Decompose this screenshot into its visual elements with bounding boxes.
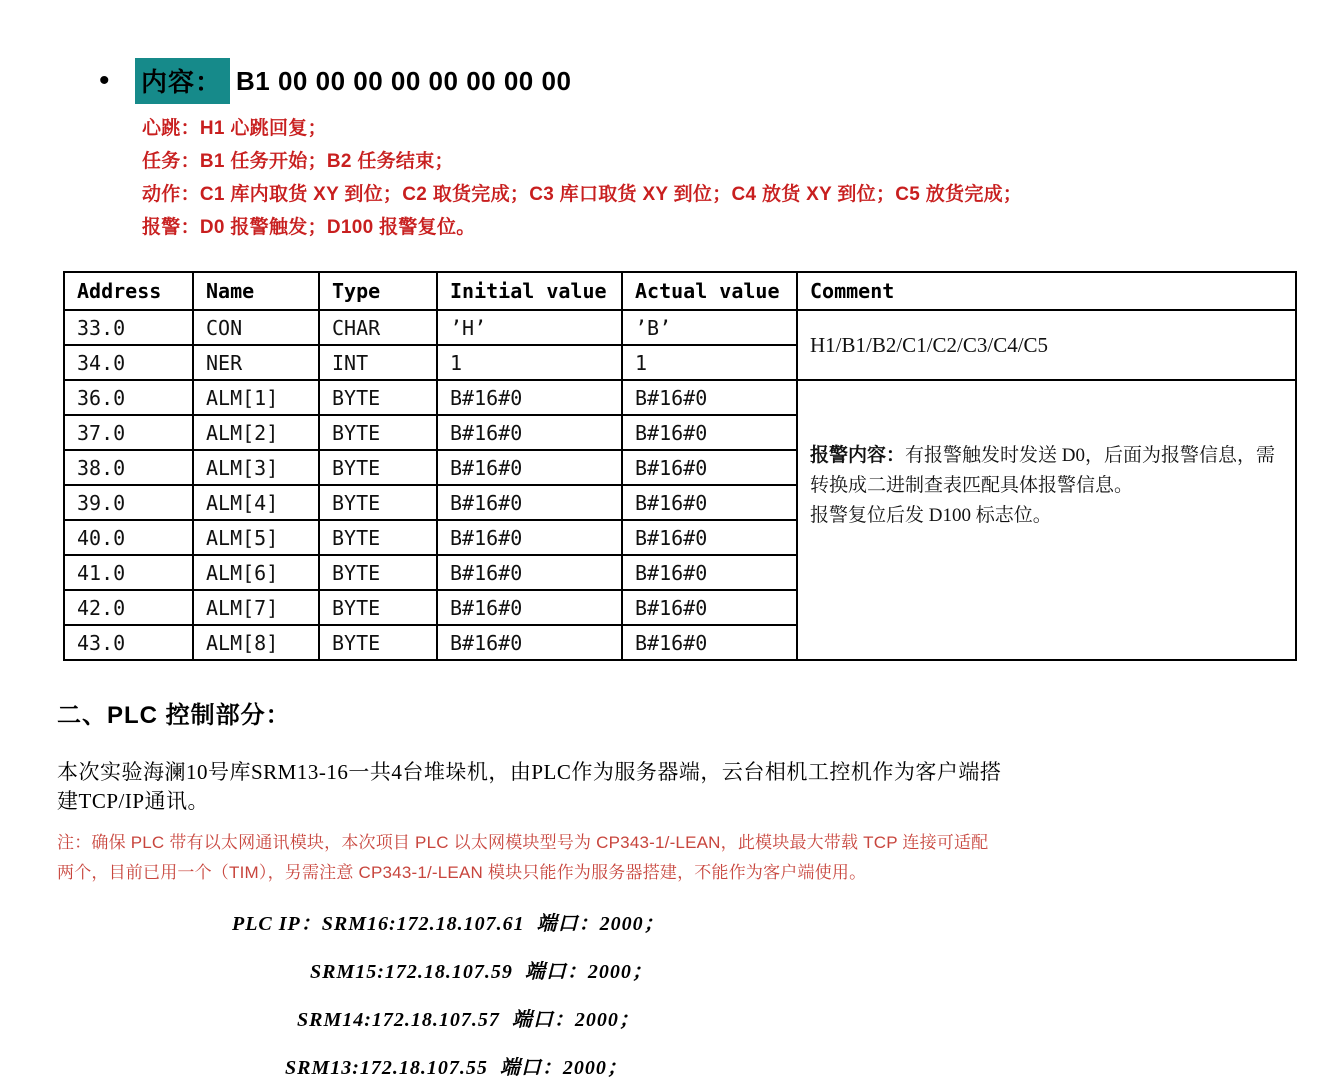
col-header-address: Address	[64, 272, 193, 310]
note-paragraph	[57, 828, 1304, 888]
cell-name: ALM[2]	[193, 415, 319, 450]
table-row	[64, 380, 1296, 415]
body-paragraph	[57, 758, 1304, 816]
cell-address: 33.0	[64, 310, 193, 345]
plc-ip-srm15: SRM15:172.18.107.59 端口：2000；	[310, 961, 653, 983]
comment-cell-con-ner: H1/B1/B2/C1/C2/C3/C4/C5	[797, 310, 1296, 380]
body-line: 本次实验海澜10号库SRM13-16一共4台堆垛机，由PLC作为服务器端，云台相机工控机作为客户端搭	[57, 760, 1002, 784]
cell-actual-value: B#16#0	[622, 520, 797, 555]
cell-initial-value: B#16#0	[437, 450, 622, 485]
comment-cell-alarm	[797, 380, 1296, 660]
cell-type: INT	[319, 345, 437, 380]
col-header-comment: Comment	[797, 272, 1296, 310]
cell-initial-value: B#16#0	[437, 590, 622, 625]
cell-actual-value: B#16#0	[622, 485, 797, 520]
action-line: 动作：C1 库内取货 XY 到位；C2 取货完成；C3 库口取货 XY 到位；C4 放货 XY 到位；C5 放货完成；	[142, 184, 1023, 205]
cell-name: CON	[193, 310, 319, 345]
plc-variable-table	[63, 271, 1297, 661]
cell-address: 38.0	[64, 450, 193, 485]
task-line: 任务：B1 任务开始；B2 任务结束；	[142, 151, 454, 172]
table-header-row	[64, 272, 1296, 310]
table-row	[64, 310, 1296, 345]
heartbeat-line: 心跳：H1 心跳回复；	[142, 118, 327, 139]
cell-initial-value: 1	[437, 345, 622, 380]
cell-initial-value: B#16#0	[437, 415, 622, 450]
cell-name: NER	[193, 345, 319, 380]
cell-name: ALM[7]	[193, 590, 319, 625]
bullet-icon: •	[99, 64, 110, 97]
cell-name: ALM[5]	[193, 520, 319, 555]
alarm-comment-lead: 报警内容：	[810, 445, 906, 466]
cell-initial-value: B#16#0	[437, 380, 622, 415]
cell-actual-value: 1	[622, 345, 797, 380]
cell-actual-value: B#16#0	[622, 380, 797, 415]
cell-actual-value: ’B’	[622, 310, 797, 345]
cell-address: 37.0	[64, 415, 193, 450]
col-header-actual-value: Actual value	[622, 272, 797, 310]
col-header-initial-value: Initial value	[437, 272, 622, 310]
plc-ip-list	[57, 914, 1304, 1079]
alarm-line: 报警：D0 报警触发；D100 报警复位。	[142, 217, 476, 238]
cell-type: BYTE	[319, 555, 437, 590]
cell-initial-value: B#16#0	[437, 555, 622, 590]
content-bullet-line	[97, 58, 1304, 104]
cell-actual-value: B#16#0	[622, 555, 797, 590]
protocol-detail-block	[142, 112, 1304, 244]
cell-name: ALM[1]	[193, 380, 319, 415]
cell-name: ALM[3]	[193, 450, 319, 485]
content-hex-value: B1 00 00 00 00 00 00 00 00	[236, 65, 572, 96]
cell-actual-value: B#16#0	[622, 415, 797, 450]
content-highlight-label: 内容：	[135, 58, 230, 104]
cell-type: BYTE	[319, 625, 437, 660]
note-line: 注：确保 PLC 带有以太网通讯模块，本次项目 PLC 以太网模块型号为 CP343-1/-LEAN，此模块最大带载 TCP 连接可适配	[57, 833, 989, 852]
cell-address: 40.0	[64, 520, 193, 555]
cell-actual-value: B#16#0	[622, 590, 797, 625]
plc-ip-srm14: SRM14:172.18.107.57 端口：2000；	[297, 1009, 640, 1031]
cell-type: BYTE	[319, 590, 437, 625]
cell-type: BYTE	[319, 520, 437, 555]
cell-address: 42.0	[64, 590, 193, 625]
col-header-type: Type	[319, 272, 437, 310]
note-line: 两个，目前已用一个（TIM），另需注意 CP343-1/-LEAN 模块只能作为服务器搭建，不能作为客户端使用。	[57, 863, 867, 882]
col-header-name: Name	[193, 272, 319, 310]
cell-type: BYTE	[319, 415, 437, 450]
cell-name: ALM[4]	[193, 485, 319, 520]
cell-actual-value: B#16#0	[622, 625, 797, 660]
cell-initial-value: ’H’	[437, 310, 622, 345]
cell-address: 36.0	[64, 380, 193, 415]
cell-initial-value: B#16#0	[437, 520, 622, 555]
alarm-comment-line2: 报警复位后发 D100 标志位。	[810, 505, 1052, 526]
cell-name: ALM[8]	[193, 625, 319, 660]
cell-initial-value: B#16#0	[437, 625, 622, 660]
plc-ip-srm13: SRM13:172.18.107.55 端口：2000；	[285, 1057, 628, 1079]
cell-initial-value: B#16#0	[437, 485, 622, 520]
cell-address: 41.0	[64, 555, 193, 590]
cell-type: BYTE	[319, 450, 437, 485]
plc-ip-srm16: PLC IP：SRM16:172.18.107.61 端口：2000；	[232, 913, 665, 935]
cell-address: 43.0	[64, 625, 193, 660]
cell-type: BYTE	[319, 380, 437, 415]
alarm-comment-text: 有报警触发时发送 D0，后面为报警信息，需转换成二进制查表匹配具体报警信息。	[810, 445, 1275, 496]
cell-actual-value: B#16#0	[622, 450, 797, 485]
cell-name: ALM[6]	[193, 555, 319, 590]
section-heading-plc-control: 二、PLC 控制部分：	[57, 702, 291, 729]
body-line: 建TCP/IP通讯。	[57, 789, 210, 813]
cell-type: CHAR	[319, 310, 437, 345]
cell-address: 39.0	[64, 485, 193, 520]
cell-address: 34.0	[64, 345, 193, 380]
cell-type: BYTE	[319, 485, 437, 520]
